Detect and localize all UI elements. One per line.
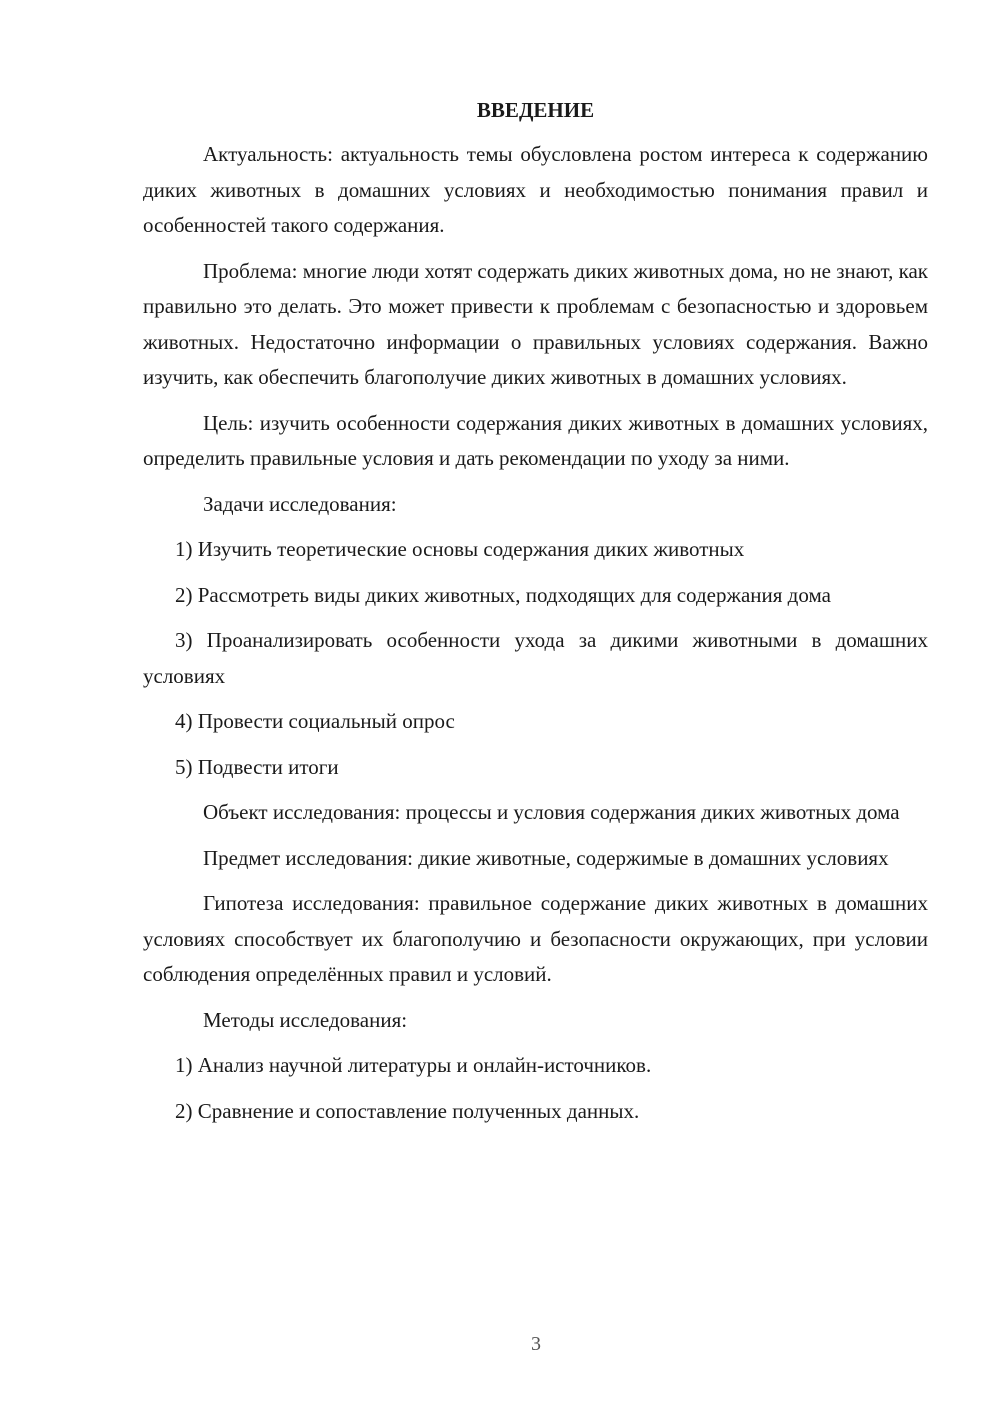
- method-item-1: 1) Анализ научной литературы и онлайн-источников.: [175, 1053, 652, 1077]
- methods-heading: Методы исследования:: [203, 1007, 408, 1032]
- page-title: ВВЕДЕНИЕ: [476, 98, 595, 122]
- task-item-4: 4) Провести социальный опрос: [175, 709, 455, 733]
- task-item-3: 3) Проанализировать особенности ухода за дикими животными в домашних условиях: [143, 628, 928, 688]
- tasks-heading: Задачи исследования:: [203, 491, 397, 516]
- paragraph-hypothesis: Гипотеза исследования: правильное содержание диких животных в домашних условиях способствует их благополучию и безопасности окружающих, при условии соблюдения определённых правил и условий.: [143, 891, 928, 986]
- paragraph-goal: Цель: изучить особенности содержания диких животных в домашних условиях, определить правильные условия и дать рекомендации по уходу за ними.: [143, 410, 928, 470]
- task-item-2: 2) Рассмотреть виды диких животных, подходящих для содержания дома: [175, 582, 831, 607]
- paragraph-subject: Предмет исследования: дикие животные, содержимые в домашних условиях: [203, 845, 889, 870]
- task-item-5: 5) Подвести итоги: [175, 754, 339, 779]
- page-number: 3: [531, 1333, 541, 1355]
- paragraph-relevance: Актуальность: актуальность темы обусловлена ростом интереса к содержанию диких животных в домашних условиях и необходимостью понимания правил и особенностей такого содержания.: [143, 142, 928, 237]
- task-item-1: 1) Изучить теоретические основы содержания диких животных: [175, 537, 745, 561]
- document-page: [143, 95, 928, 1139]
- method-item-2: 2) Сравнение и сопоставление полученных данных.: [175, 1098, 640, 1123]
- paragraph-problem: Проблема: многие люди хотят содержать диких животных дома, но не знают, как правильно это делать. Это может привести к проблемам с безопасностью и здоровьем животных. Недостаточно информации о правильных условиях содержания. Важно изучить, как обеспечить благополучие диких животных в домашних условиях.: [143, 258, 928, 389]
- paragraph-object: Объект исследования: процессы и условия содержания диких животных дома: [203, 800, 900, 824]
